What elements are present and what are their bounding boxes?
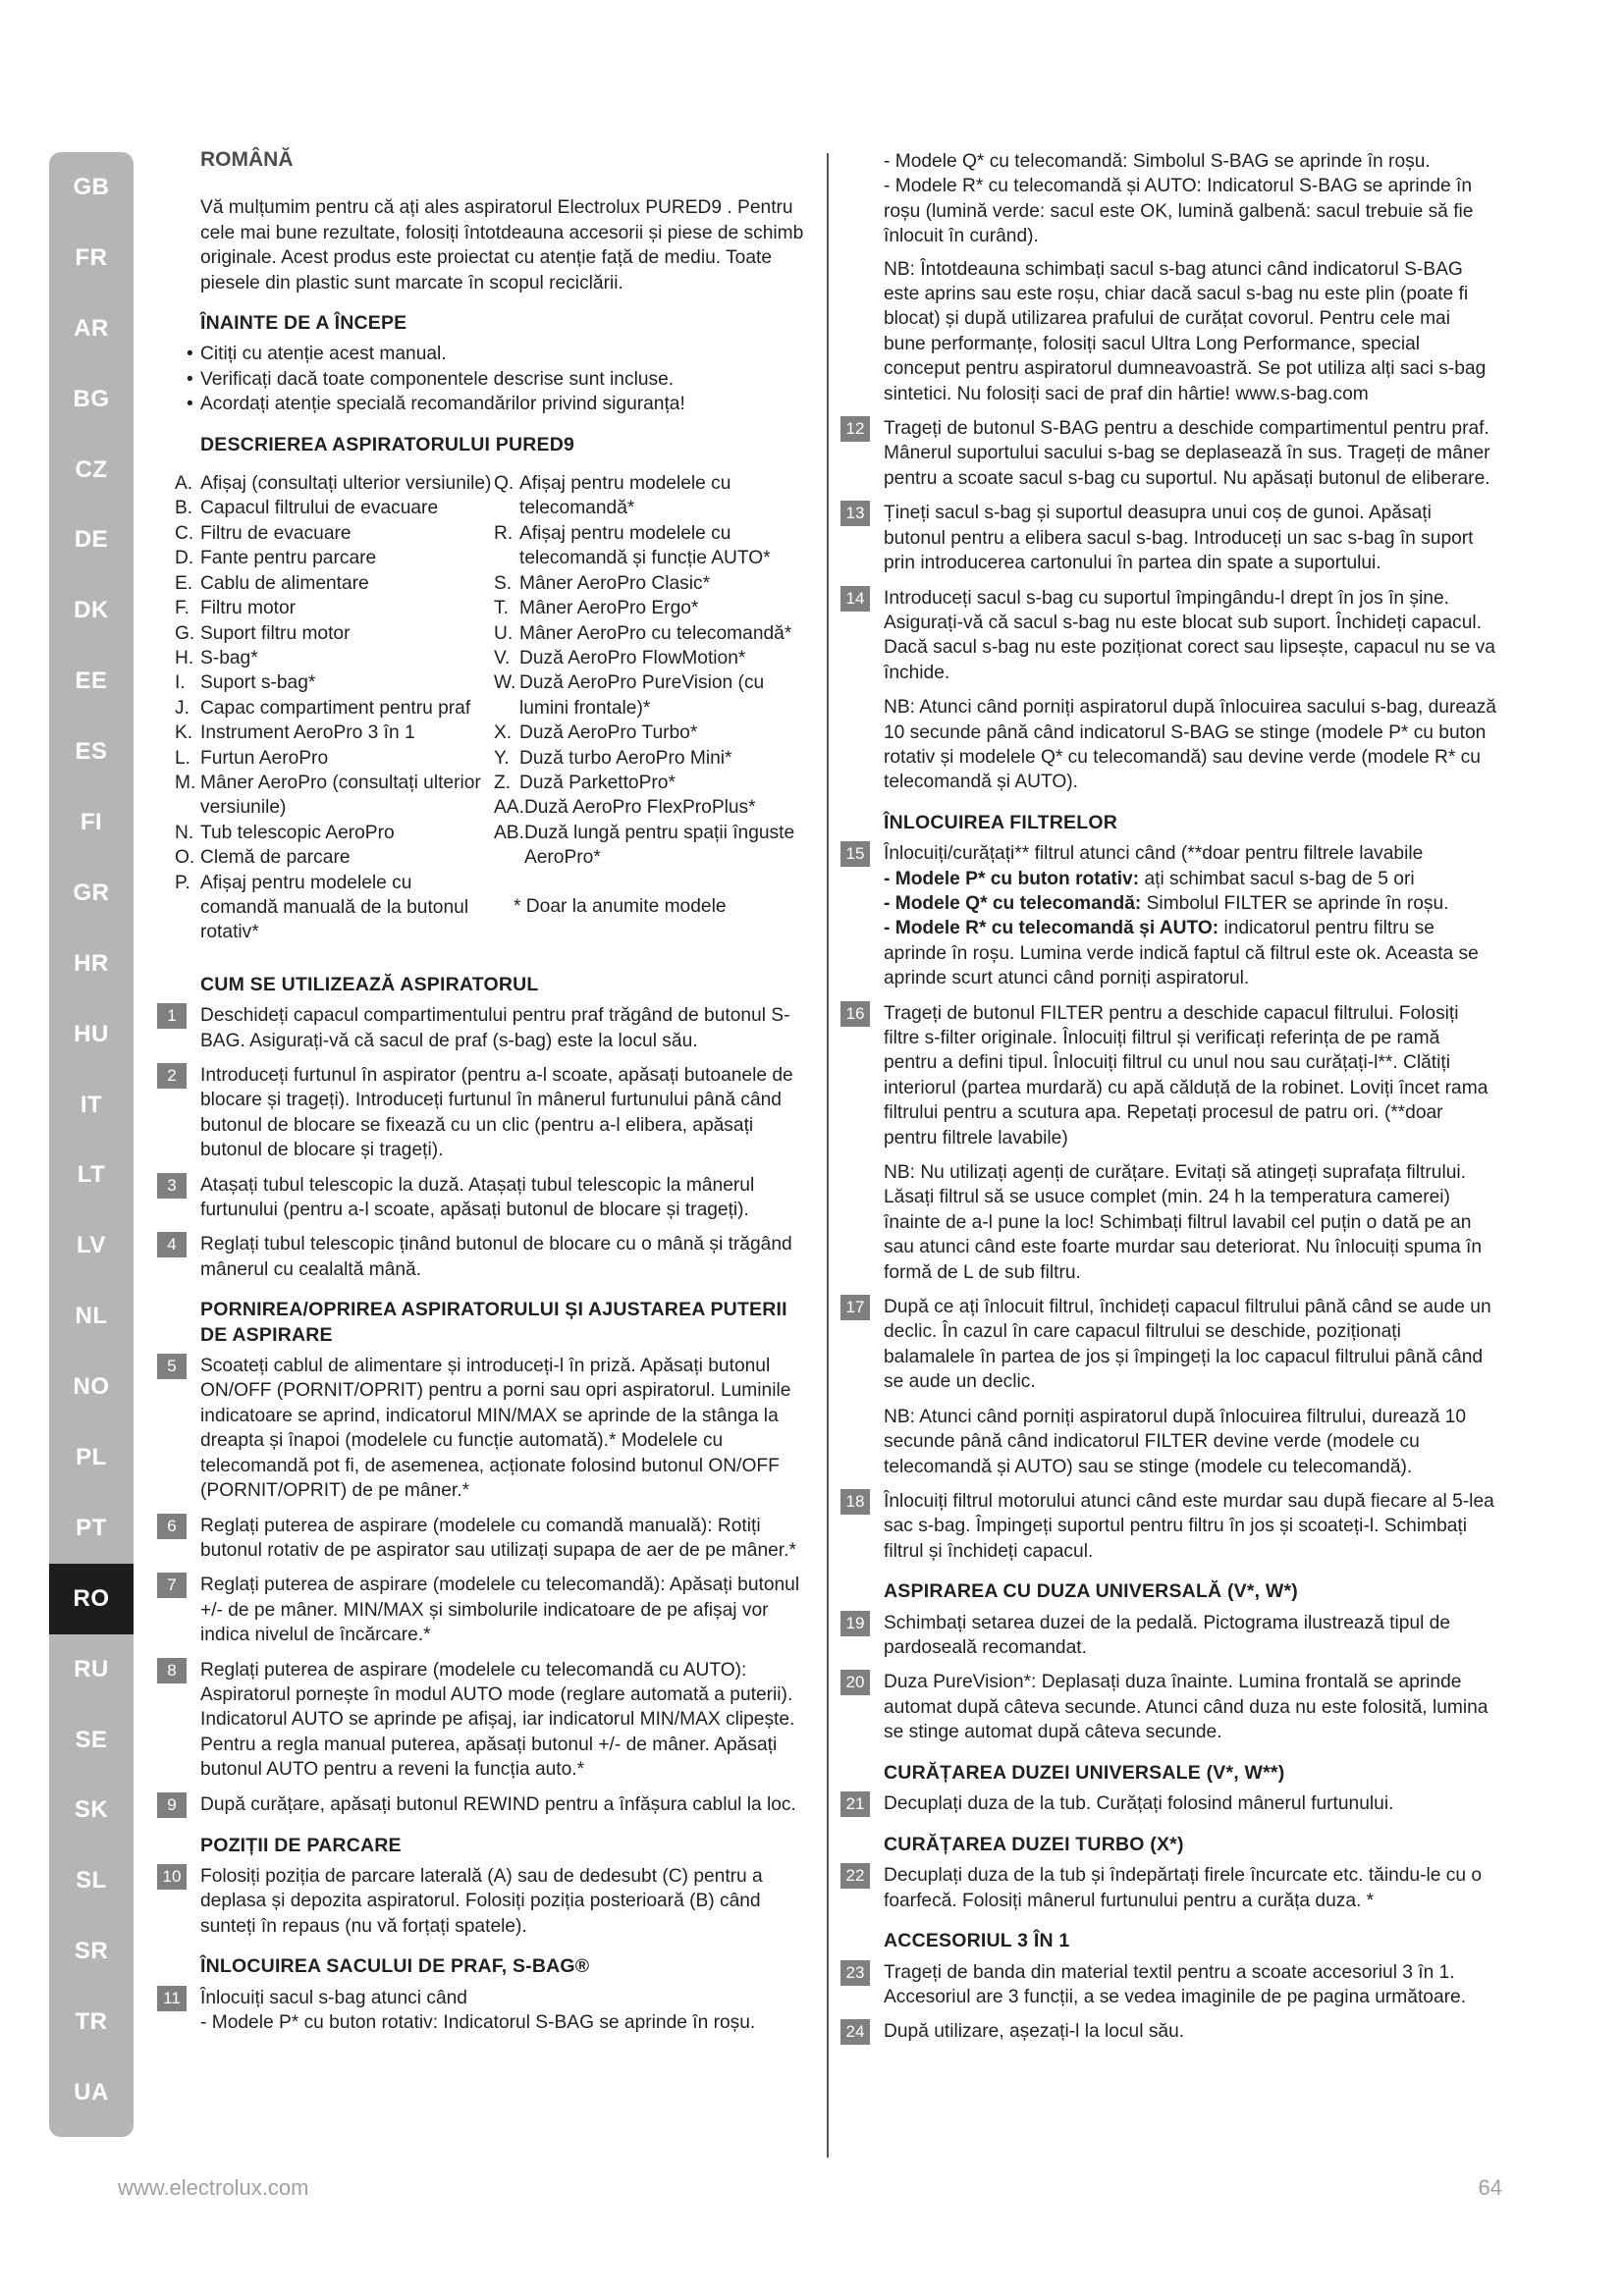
- bag-note-2: NB: Atunci când porniți aspiratorul după înlocuirea sacului s-bag, durează 10 secunde până când indicatorul S-BAG se stinge (modele P* cu buton rotativ și modelele Q* cu telecomandă) sau devine verde (modele R* cu telecomandă și AUTO).: [884, 697, 1496, 793]
- part-text: Mâner AeroPro cu telecomandă*: [519, 622, 792, 644]
- part-item: [175, 496, 494, 520]
- step-10: [157, 1864, 813, 1939]
- step-19: [840, 1611, 1496, 1661]
- language-tab-nl[interactable]: NL: [75, 1303, 108, 1330]
- step-number-badge: 2: [157, 1063, 187, 1089]
- parts-footnote: * Doar la anumite modele: [514, 895, 727, 917]
- model-r-label: - Modele R* cu telecomandă și AUTO:: [884, 918, 1219, 939]
- clean-turbo-steps: [840, 1863, 1496, 1913]
- part-item: [175, 596, 494, 620]
- part-label: I.: [175, 672, 186, 694]
- part-item: [494, 721, 813, 745]
- filter-note: NB: Nu utilizați agenți de curățare. Evitați să atingeți suprafața filtrului. Lăsați filtrul să se usuce complet (min. 24 h la temperatura camerei) înainte de a-l pune la loc! Schimbați filtrul lavabil cel puțin o dată pe an sau atunci când este foarte murdar sau deteriorat. Nu înlocuiți spuma în formă de L de sub filtru.: [884, 1162, 1482, 1283]
- language-tab-cz[interactable]: CZ: [75, 455, 108, 483]
- step-number-badge: 19: [840, 1611, 870, 1636]
- part-label: G.: [175, 622, 195, 644]
- language-tab-ar[interactable]: AR: [74, 314, 109, 342]
- step-number-badge: 16: [840, 1001, 870, 1027]
- part-label: J.: [175, 697, 189, 719]
- part-item: [494, 621, 813, 646]
- step-15: [840, 841, 1496, 990]
- part-label: Q.: [494, 473, 514, 495]
- step-text: Folosiți poziția de parcare laterală (A) sau de dedesubt (C) pentru a deplasa și depozita aspiratorul. Folosiți poziția posterioară (B) când sunteți în repaus (nu vă forțați spatele).: [200, 1865, 763, 1937]
- language-tab-no[interactable]: NO: [73, 1373, 110, 1401]
- language-tab-pl[interactable]: PL: [76, 1443, 107, 1470]
- part-label: B.: [175, 498, 193, 519]
- bag-condition-line: - Modele R* cu telecomandă și AUTO: Indicatorul S-BAG se aprinde în roșu (lumină verde: sacul este OK, lumină galbenă: sacul trebuie să fie înlocuit în curând).: [884, 176, 1474, 247]
- language-tab-fi[interactable]: FI: [80, 808, 103, 835]
- step-number-badge: 8: [157, 1658, 187, 1683]
- part-text: Duză AeroPro PureVision (cu lumini frontale)*: [519, 672, 765, 719]
- step-text: Decuplați duza de la tub și îndepărtați firele încurcate etc. tăindu-le cu o foarfecă. Folosiți mânerul furtunului pentru a curăța duza. *: [884, 1865, 1483, 1911]
- step-number-badge: 9: [157, 1792, 187, 1818]
- part-label: N.: [175, 822, 194, 843]
- model-p-text: ați schimbat sacul s-bag de 5 ori: [1139, 868, 1415, 889]
- part-item: [494, 746, 813, 771]
- step-number-badge: 11: [157, 1986, 187, 2011]
- part-text: Tub telescopic AeroPro: [200, 822, 395, 843]
- step-11-line: Înlocuiți sacul s-bag atunci când: [200, 1987, 467, 2008]
- part-item: [494, 646, 813, 670]
- page-number: 64: [1478, 2175, 1502, 2200]
- language-tab-gr[interactable]: GR: [73, 879, 110, 906]
- list-item: • Citiți cu atenție acest manual.: [187, 342, 813, 366]
- step-number-badge: 5: [157, 1354, 187, 1379]
- part-label: L.: [175, 747, 191, 769]
- step-number-badge: 12: [840, 416, 870, 442]
- step-text: Înlocuiți filtrul motorului atunci când este murdar sau după fiecare al 5-lea sac s-bag. Împingeți suportul pentru filtru în jos și scoateți-l. Schimbați filtrul și închideți capacul.: [884, 1490, 1494, 1562]
- language-tab-pt[interactable]: PT: [76, 1514, 107, 1541]
- part-label: F.: [175, 598, 189, 619]
- language-title: ROMÂNĂ: [200, 148, 294, 171]
- step-text: După ce ați înlocuit filtrul, închideți capacul filtrului până când se aude un declic. În cazul în care capacul filtrului se deschide, poziționați balamalele în partea de jos și împingeți la loc capacul filtrului până când se aude un declic.: [884, 1297, 1491, 1393]
- part-label: D.: [175, 548, 194, 569]
- step-18: [840, 1489, 1496, 1564]
- part-text: Afișaj pentru modelele cu comandă manuală de la butonul rotativ*: [200, 872, 469, 943]
- part-text: S-bag*: [200, 647, 258, 668]
- step-number-badge: 15: [840, 841, 870, 867]
- bag-heading: ÎNLOCUIREA SACULUI DE PRAF, S-BAG®: [200, 1955, 590, 1978]
- list-item: • Acordați atenție specială recomandărilor privind siguranța!: [187, 392, 813, 416]
- parking-heading: POZIȚII DE PARCARE: [200, 1834, 402, 1856]
- language-tab-hu[interactable]: HU: [74, 1020, 109, 1047]
- part-item: [494, 670, 813, 721]
- bag-condition-line: - Modele Q* cu telecomandă: Simbolul S-BAG se aprinde în roșu.: [884, 151, 1431, 172]
- universal-steps: [840, 1611, 1496, 1745]
- language-tab-se[interactable]: SE: [75, 1726, 108, 1753]
- accessory-steps: [840, 1960, 1496, 2046]
- part-item: [494, 771, 813, 795]
- part-text: Furtun AeroPro: [200, 747, 329, 769]
- usage-heading: CUM SE UTILIZEAZĂ ASPIRATORUL: [200, 973, 539, 995]
- step-22: [840, 1863, 1496, 1913]
- step-text: Trageți de butonul S-BAG pentru a deschide compartimentul pentru praf. Mânerul suportului sacului s-bag se deplasează în sus. Trageți de mâner pentru a scoate sacul s-bag cu suportul. Nu apăsați butonul de eliberare.: [884, 418, 1490, 489]
- clean-turbo-heading: CURĂȚAREA DUZEI TURBO (X*): [884, 1833, 1184, 1855]
- part-item: [175, 845, 494, 870]
- part-text: Afișaj pentru modelele cu telecomandă și funcție AUTO*: [519, 522, 771, 569]
- part-item: [494, 795, 813, 820]
- step-text: Trageți de butonul FILTER pentru a deschide capacul filtrului. Folosiți filtre s-filter originale. Înlocuiți filtrul și verificați referința de pe ramă pentru a defini tipul. Înlocuiți filtrul cu unul nou sau curățați-l**. Clătiți interiorul (partea murdară) cu apă călduță de la robinet. Loviți încet rama filtrului pentru a scutura apa. Repetați procesul de patru ori. (**doar pentru filtrele lavabile): [884, 1002, 1489, 1148]
- part-item: [175, 696, 494, 721]
- step-21: [840, 1791, 1496, 1817]
- part-text: Afișaj pentru modelele cu telecomandă*: [519, 473, 731, 519]
- part-item: [175, 771, 494, 821]
- step-text: Introduceți furtunul în aspirator (pentru a-l scoate, apăsați butoanele de blocare și trageți). Introduceți furtunul în mânerul furtunului până când butonul de blocare se fixează cu un clic (pentru a-l elibera, apăsați butonul de blocare și trageți).: [200, 1065, 793, 1161]
- part-label: O.: [175, 847, 195, 869]
- step-4: [157, 1232, 813, 1282]
- step-number-badge: 22: [840, 1863, 870, 1889]
- step-8: [157, 1658, 813, 1783]
- language-tab-sl[interactable]: SL: [76, 1867, 107, 1895]
- accessory-heading: ACCESORIUL 3 ÎN 1: [884, 1930, 1070, 1952]
- model-q-label: - Modele Q* cu telecomandă:: [884, 892, 1142, 914]
- step-text: Trageți de banda din material textil pentru a scoate accesoriul 3 în 1. Accesoriul are 3 funcții, a se vedea imaginile de pe pagina următoare.: [884, 1961, 1467, 2007]
- language-tab-it[interactable]: IT: [80, 1091, 103, 1118]
- column-divider: [827, 153, 829, 2158]
- part-item: [494, 821, 813, 871]
- part-label: AA.: [494, 797, 524, 819]
- model-p-label: - Modele P* cu buton rotativ:: [884, 868, 1140, 889]
- parts-list: [175, 471, 813, 945]
- step-number-badge: 14: [840, 586, 870, 612]
- step-number-badge: 1: [157, 1003, 187, 1029]
- step-11: [157, 1986, 813, 2036]
- part-label: X.: [494, 722, 513, 744]
- part-label: C.: [175, 522, 194, 544]
- parts-left-column: [175, 471, 494, 945]
- step-text: Reglați tubul telescopic ținând butonul de blocare cu o mână și trăgând mânerul cu cealaltă mână.: [200, 1234, 792, 1280]
- step-number-badge: 23: [840, 1960, 870, 1986]
- footer-url[interactable]: www.electrolux.com: [118, 2175, 309, 2200]
- step-number-badge: 20: [840, 1670, 870, 1695]
- language-tab-sr[interactable]: SR: [74, 1938, 109, 1965]
- intro-paragraph: Vă mulțumim pentru că ați ales aspiratorul Electrolux PURED9 . Pentru cele mai bune rezultate, folosiți întotdeauna accesorii și piese de schimb originale. Acest produs este proiectat cu atenție față de mediu. Toate piesele din plastic sunt marcate în scopul reciclării.: [200, 197, 804, 294]
- clean-universal-heading: CURĂȚAREA DUZEI UNIVERSALE (V*, W**): [884, 1761, 1285, 1784]
- language-tab-de[interactable]: DE: [74, 526, 109, 554]
- part-label: U.: [494, 622, 514, 644]
- power-steps: [157, 1354, 813, 1818]
- part-text: Duză turbo AeroPro Mini*: [519, 747, 732, 769]
- language-tab-bg[interactable]: BG: [73, 385, 110, 412]
- part-item: [175, 746, 494, 771]
- step-number-badge: 21: [840, 1791, 870, 1817]
- language-tab-lt[interactable]: LT: [77, 1161, 106, 1189]
- language-tab-es[interactable]: ES: [75, 738, 108, 766]
- step-text: Reglați puterea de aspirare (modelele cu comandă manuală): Rotiți butonul rotativ de pe aspirator sau utilizați supapa de aer de pe mâner.*: [200, 1515, 796, 1561]
- part-item: [175, 821, 494, 845]
- filter-note-2: NB: Atunci când porniți aspiratorul după înlocuirea filtrului, durează 10 secunde până când indicatorul FILTER devine verde (modele cu telecomandă și AUTO) sau se stinge (modele cu telecomandă).: [884, 1406, 1467, 1477]
- part-text: Duză AeroPro FlowMotion*: [519, 647, 746, 668]
- step-text: Introduceți sacul s-bag cu suportul împingându-l drept în jos în șine. Asigurați-vă că sacul s-bag nu este blocat sub suport. Închideți capacul. Dacă sacul s-bag nu este poziționat corect sau lipsește, capacul nu se va închide.: [884, 587, 1495, 683]
- step-number-badge: 3: [157, 1173, 187, 1199]
- part-text: Duză AeroPro Turbo*: [519, 722, 698, 744]
- part-text: Duză AeroPro FlexProPlus*: [523, 797, 756, 819]
- language-tab-ua[interactable]: UA: [74, 2078, 109, 2106]
- step-9: [157, 1792, 813, 1818]
- language-tab-ru[interactable]: RU: [74, 1655, 109, 1682]
- step-number-badge: 6: [157, 1514, 187, 1539]
- step-number-badge: 7: [157, 1573, 187, 1598]
- part-item: [175, 721, 494, 745]
- part-item: [494, 471, 813, 521]
- step-14: [840, 586, 1496, 686]
- right-column: [840, 149, 1496, 2055]
- part-text: Duză lungă pentru spații înguste AeroPro*: [523, 822, 795, 869]
- step-text: Duza PureVision*: Deplasați duza înainte. Lumina frontală se aprinde automat după câteva secunde. Atunci când duza nu este folosită, lumina se stinge automat după câteva secunde.: [884, 1672, 1489, 1743]
- filters-heading: ÎNLOCUIREA FILTRELOR: [884, 811, 1117, 833]
- part-text: Instrument AeroPro 3 în 1: [200, 722, 415, 744]
- part-label: Y.: [494, 747, 510, 769]
- description-heading: DESCRIEREA ASPIRATORULUI PURED9: [200, 433, 575, 455]
- step-3: [157, 1173, 813, 1223]
- part-item: [494, 571, 813, 596]
- parts-right-column: [494, 471, 813, 945]
- step-text: După utilizare, așezați-l la locul său.: [884, 2021, 1185, 2043]
- step-2: [157, 1063, 813, 1163]
- language-tab-fr[interactable]: FR: [75, 243, 108, 271]
- language-sidebar: [49, 152, 134, 2137]
- bag-note: NB: Întotdeauna schimbați sacul s-bag atunci când indicatorul S-BAG este aprins sau este roșu, chiar dacă sacul s-bag nu este plin (poate fi blocat) și după utilizarea prafului de curățat covorul. Pentru cele mai bune performanțe, folosiți sacul Ultra Long Performance, special conceput pentru aspiratorul dumneavoastră. Se pot utiliza alți saci s-bag sintetici. Nu folosiți saci de praf din hârtie! www.s-bag.com: [884, 258, 1487, 404]
- step-text: Reglați puterea de aspirare (modelele cu telecomandă): Apăsați butonul +/- de pe mâner. MIN/MAX și simbolurile indicatoare de pe afișaj vor indica nivelul de încărcare.*: [200, 1575, 800, 1646]
- step-1: [157, 1003, 813, 1053]
- language-tab-tr[interactable]: TR: [75, 2008, 108, 2036]
- power-heading: PORNIREA/OPRIREA ASPIRATORULUI ȘI AJUSTAREA PUTERII DE ASPIRARE: [200, 1299, 787, 1346]
- language-tab-ro[interactable]: RO: [49, 1564, 134, 1634]
- language-tab-lv[interactable]: LV: [77, 1232, 106, 1259]
- clean-universal-steps: [840, 1791, 1496, 1817]
- part-item: [175, 670, 494, 695]
- step-text: Decuplați duza de la tub. Curățați folosind mânerul furtunului.: [884, 1792, 1394, 1814]
- part-label: A.: [175, 473, 193, 495]
- language-tab-gb[interactable]: GB: [73, 173, 110, 200]
- model-r-text: indicatorul pentru filtru se aprinde în roșu. Lumina verde indică faptul că filtrul este ok. Aceasta se aprinde scurt atunci când porniți aspiratorul.: [884, 918, 1479, 989]
- language-tab-dk[interactable]: DK: [74, 597, 109, 624]
- step-number-badge: 17: [840, 1295, 870, 1320]
- before-start-heading: ÎNAINTE DE A ÎNCEPE: [200, 312, 407, 335]
- left-column: [157, 147, 813, 2045]
- part-label: K.: [175, 722, 193, 744]
- part-label: S.: [494, 572, 513, 594]
- step-15-intro: Înlocuiți/curățați** filtrul atunci când (**doar pentru filtrele lavabile: [884, 843, 1424, 865]
- bag-steps: [840, 416, 1496, 685]
- step-5: [157, 1354, 813, 1503]
- step-7: [157, 1573, 813, 1647]
- part-item: [175, 571, 494, 596]
- step-13: [840, 501, 1496, 575]
- part-label: E.: [175, 572, 193, 594]
- part-text: Clemă de parcare: [200, 847, 351, 869]
- part-text: Fante pentru parcare: [200, 548, 377, 569]
- universal-heading: ASPIRAREA CU DUZA UNIVERSALĂ (V*, W*): [884, 1580, 1298, 1603]
- step-11-line: - Modele P* cu buton rotativ: Indicatorul S-BAG se aprinde în roșu.: [200, 2012, 756, 2033]
- step-number-badge: 4: [157, 1232, 187, 1257]
- step-number-badge: 13: [840, 501, 870, 526]
- part-text: Afișaj (consultați ulterior versiunile): [200, 473, 492, 495]
- step-20: [840, 1670, 1496, 1744]
- step-text: După curățare, apăsați butonul REWIND pentru a înfășura cablul la loc.: [200, 1793, 796, 1815]
- part-item: [175, 646, 494, 670]
- before-start-list: [187, 342, 813, 416]
- part-item: [175, 871, 494, 945]
- language-tab-sk[interactable]: SK: [74, 1796, 109, 1824]
- step-text: Scoateți cablul de alimentare și introduceți-l în priză. Apăsați butonul ON/OFF (PORNIT/OPRIT) pentru a porni sau opri aspiratorul. Luminile indicatoare se aprind, indicatorul MIN/MAX se aprinde de la stânga la dreapta și înapoi (modelele cu funcție automată).* Modelele cu telecomandă pot fi, de asemenea, acționate folosind butonul ON/OFF (PORNIT/OPRIT) de pe mâner.*: [200, 1356, 791, 1502]
- part-label: M.: [175, 772, 196, 793]
- part-label: H.: [175, 647, 194, 668]
- step-text: Deschideți capacul compartimentului pentru praf trăgând de butonul S-BAG. Asigurați-vă că sacul de praf (s-bag) este la locul său.: [200, 1005, 790, 1051]
- step-17: [840, 1295, 1496, 1395]
- part-item: [175, 471, 494, 496]
- step-16: [840, 1001, 1496, 1150]
- part-label: W.: [494, 672, 516, 694]
- model-q-text: Simbolul FILTER se aprinde în roșu.: [1141, 892, 1449, 914]
- part-text: Mâner AeroPro Clasic*: [519, 572, 711, 594]
- step-text: Schimbați setarea duzei de la pedală. Pictograma ilustrează tipul de pardoseală recomandat.: [884, 1612, 1451, 1658]
- part-label: T.: [494, 598, 509, 619]
- part-item: [175, 521, 494, 546]
- list-item: • Verificați dacă toate componentele descrise sunt incluse.: [187, 367, 813, 392]
- part-text: Filtru motor: [200, 598, 297, 619]
- step-number-badge: 24: [840, 2019, 870, 2045]
- part-label: P.: [175, 872, 190, 893]
- step-12: [840, 416, 1496, 491]
- part-text: Capacul filtrului de evacuare: [200, 498, 439, 519]
- part-text: Suport filtru motor: [200, 622, 351, 644]
- parking-steps: [157, 1864, 813, 1939]
- step-6: [157, 1514, 813, 1564]
- step-text: Atașați tubul telescopic la duză. Atașați tubul telescopic la mânerul furtunului (pentru a-l scoate, apăsați butonul de blocare și trageți).: [200, 1174, 755, 1221]
- part-text: Filtru de evacuare: [200, 522, 352, 544]
- part-label: AB.: [494, 822, 524, 843]
- part-text: Suport s-bag*: [200, 672, 316, 694]
- part-text: Mâner AeroPro (consultați ulterior versiunile): [200, 772, 481, 819]
- usage-steps: [157, 1003, 813, 1282]
- part-text: Mâner AeroPro Ergo*: [519, 598, 699, 619]
- part-label: V.: [494, 647, 511, 668]
- step-text: Reglați puterea de aspirare (modelele cu telecomandă cu AUTO): Aspiratorul pornește în modul AUTO mode (reglare automată a puterii). Indicatorul AUTO se aprinde pe afișaj, iar indicatorul MIN/MAX clipește. Pentru a regla manual puterea, apăsați butonul +/- de mâner. Apăsați butonul AUTO pentru a reveni la funcția auto.*: [200, 1659, 795, 1781]
- part-text: Cablu de alimentare: [200, 572, 369, 594]
- step-text: Țineți sacul s-bag și suportul deasupra unui coș de gunoi. Apăsați butonul pentru a elibera sacul s-bag. Introduceți un sac s-bag în suport prin introducerea cartonului în partea din spate a suportului.: [884, 503, 1474, 574]
- step-24: [840, 2019, 1496, 2045]
- part-text: Duză ParkettoPro*: [519, 772, 676, 793]
- step-23: [840, 1960, 1496, 2010]
- part-item: [494, 521, 813, 571]
- part-label: Z.: [494, 772, 512, 793]
- language-tab-ee[interactable]: EE: [75, 667, 108, 695]
- step-number-badge: 18: [840, 1489, 870, 1515]
- part-label: R.: [494, 522, 514, 544]
- part-item: [175, 546, 494, 570]
- part-text: Capac compartiment pentru praf: [200, 697, 471, 719]
- part-item: [175, 621, 494, 646]
- part-item: [494, 596, 813, 620]
- step-number-badge: 10: [157, 1864, 187, 1890]
- language-tab-hr[interactable]: HR: [74, 949, 109, 977]
